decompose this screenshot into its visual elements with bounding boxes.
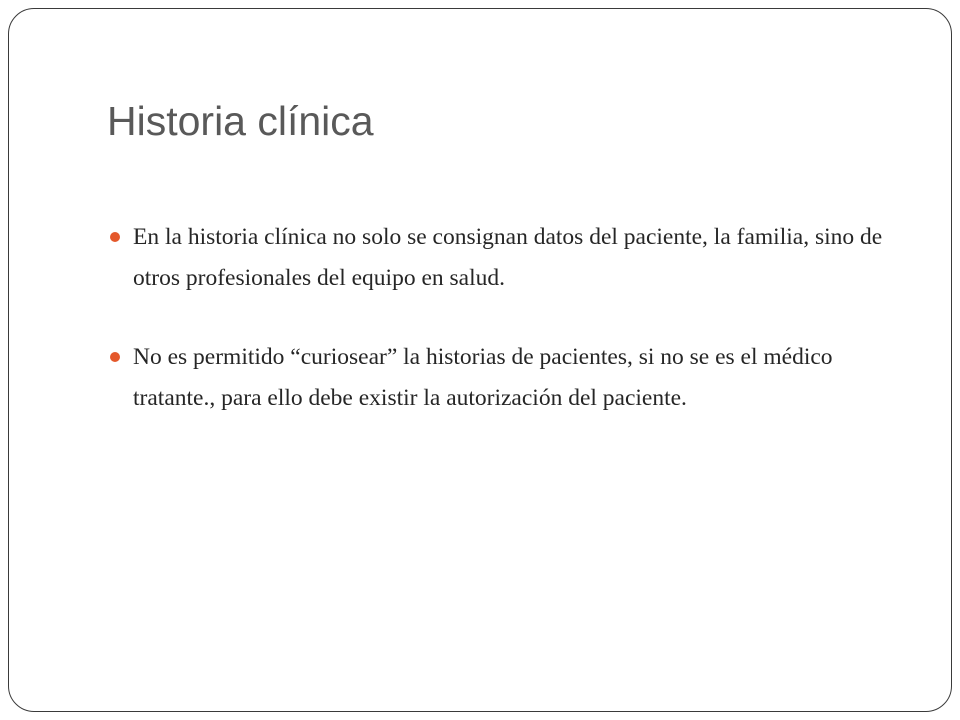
slide-frame xyxy=(8,8,952,712)
bullet-dot-icon xyxy=(110,232,120,242)
bullet-dot-icon xyxy=(110,352,120,362)
slide-title: Historia clínica xyxy=(107,98,374,144)
bullet-text: En la historia clínica no solo se consignan datos del paciente, la familia, sino de otros profesionales del equipo en salud. xyxy=(133,224,883,291)
bullet-item xyxy=(107,337,907,419)
bullet-text: No es permitido “curiosear” la historias de pacientes, si no se es el médico tratante., para ello debe existir la autorización del paciente. xyxy=(133,344,833,411)
bullet-item xyxy=(107,217,907,299)
bullet-list xyxy=(107,217,907,457)
